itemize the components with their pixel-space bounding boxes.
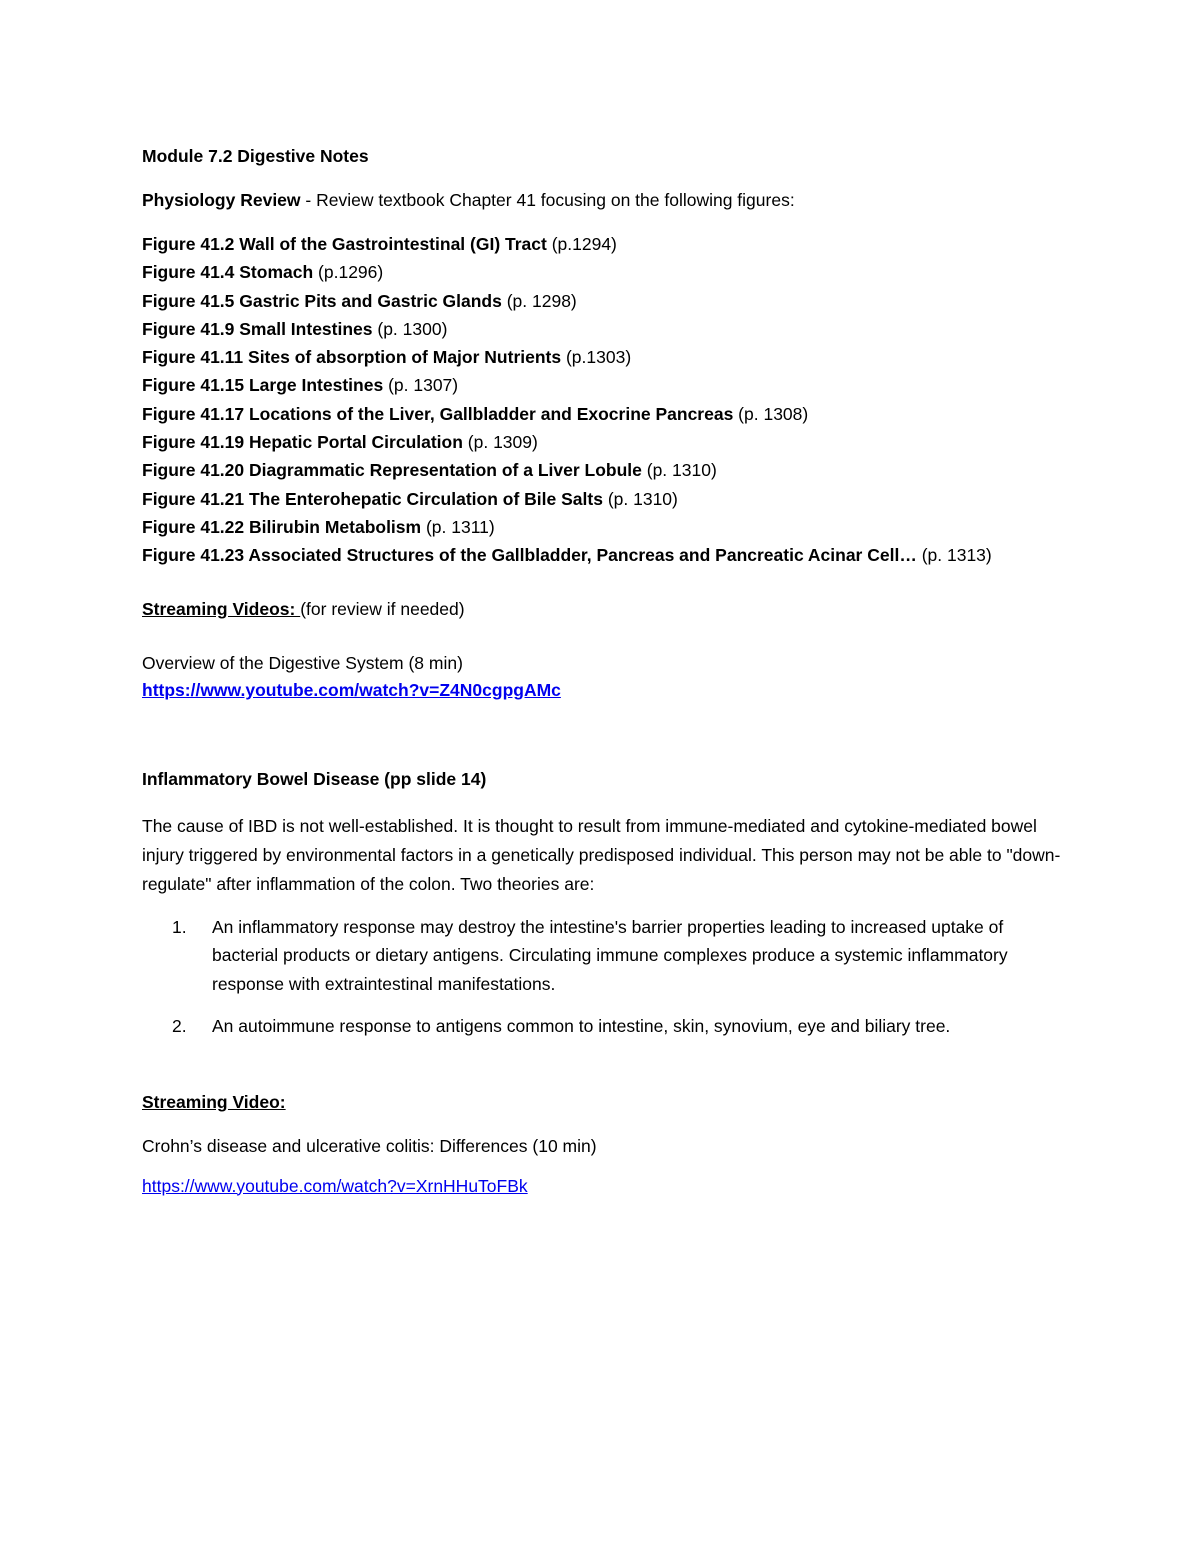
ibd-paragraph: The cause of IBD is not well-established. It is thought to result from immune-mediated and cytokine-mediated bowel injury triggered by environmental factors in a genetically predisposed individual. This person may not be able to "down-regulate" after inflammation of the colon. Two theories are:: [142, 815, 1061, 894]
physiology-review-text: - Review textbook Chapter 41 focusing on the following figures:: [300, 190, 795, 210]
theory-item: [142, 1012, 1072, 1041]
figure-list: [142, 230, 1072, 570]
figure-item: [142, 428, 1072, 456]
figure-page: (p. 1313): [916, 545, 992, 566]
figure-item: [142, 485, 1072, 513]
figure-item: [142, 258, 1072, 286]
figure-title: Figure 41.20 Diagrammatic Representation of a Liver Lobule: [142, 460, 642, 481]
figure-title: Figure 41.22 Bilirubin Metabolism: [142, 516, 422, 537]
figure-page: (p.1303): [561, 347, 632, 368]
video-link-crohns-colitis[interactable]: https://www.youtube.com/watch?v=XrnHHuToFBk: [142, 1175, 528, 1196]
streaming-video-heading: Streaming Video:: [142, 1091, 286, 1112]
figure-page: (p. 1308): [733, 403, 809, 424]
streaming-videos-heading: Streaming Videos:: [142, 598, 301, 619]
physiology-review-line: [142, 188, 1072, 212]
figure-title: Figure 41.17 Locations of the Liver, Gallbladder and Exocrine Pancreas: [142, 403, 734, 424]
figure-title: Figure 41.11 Sites of absorption of Major Nutrients: [142, 347, 562, 368]
figure-page: (p. 1310): [602, 488, 678, 509]
figure-title: Figure 41.21 The Enterohepatic Circulation of Bile Salts: [142, 488, 603, 509]
figure-page: (p.1296): [313, 262, 384, 283]
figure-title: Figure 41.5 Gastric Pits and Gastric Glands: [142, 290, 502, 311]
figure-item: [142, 371, 1072, 399]
physiology-review-label: Physiology Review: [142, 190, 301, 210]
figure-title: Figure 41.2 Wall of the Gastrointestinal (GI) Tract: [142, 234, 547, 254]
ibd-heading: Inflammatory Bowel Disease (pp slide 14): [142, 768, 487, 789]
figure-item: [142, 343, 1072, 371]
video-title-digestive-overview: Overview of the Digestive System (8 min): [142, 652, 463, 673]
figure-title: Figure 41.4 Stomach: [142, 262, 314, 283]
document-title: Module 7.2 Digestive Notes: [142, 146, 369, 166]
figure-item: [142, 287, 1072, 315]
ibd-theories-list: [142, 913, 1072, 1041]
figure-page: (p. 1307): [383, 375, 459, 396]
figure-item: [142, 400, 1072, 428]
document-page: [142, 143, 1072, 1199]
figure-page: (p.1294): [546, 234, 617, 254]
figure-page: (p. 1310): [641, 460, 717, 481]
streaming-video-heading-line: [142, 1089, 1072, 1115]
theory-text: An autoimmune response to antigens common to intestine, skin, synovium, eye and biliary tree.: [212, 1016, 951, 1037]
theory-item: [142, 913, 1072, 999]
figure-page: (p. 1300): [372, 318, 448, 339]
theory-text: An inflammatory response may destroy the intestine's barrier properties leading to increased uptake of bacterial products or dietary antigens. Circulating immune complexes produce a systemic inflammatory response with extraintestinal manifestations.: [212, 916, 1008, 994]
figure-page: (p. 1298): [501, 290, 577, 311]
video-title-crohns-colitis: Crohn’s disease and ulcerative colitis: Differences (10 min): [142, 1135, 597, 1156]
streaming-videos-heading-line: [142, 596, 1072, 622]
figure-page: (p. 1309): [462, 432, 538, 453]
figure-title: Figure 41.9 Small Intestines: [142, 318, 373, 339]
figure-item: [142, 230, 1072, 258]
figure-item: [142, 513, 1072, 541]
video-link-digestive-overview[interactable]: https://www.youtube.com/watch?v=Z4N0cgpgAMc: [142, 679, 561, 700]
figure-item: [142, 315, 1072, 343]
figure-page: (p. 1311): [421, 516, 495, 537]
figure-item: [142, 456, 1072, 484]
figure-title: Figure 41.15 Large Intestines: [142, 375, 384, 396]
theory-number: 2.: [172, 1016, 187, 1037]
theory-number: 1.: [172, 916, 187, 937]
figure-title: Figure 41.23 Associated Structures of the Gallbladder, Pancreas and Pancreatic Acinar Cell…: [142, 545, 917, 566]
figure-item: [142, 541, 1072, 569]
figure-title: Figure 41.19 Hepatic Portal Circulation: [142, 432, 463, 453]
streaming-videos-note: (for review if needed): [300, 598, 465, 619]
